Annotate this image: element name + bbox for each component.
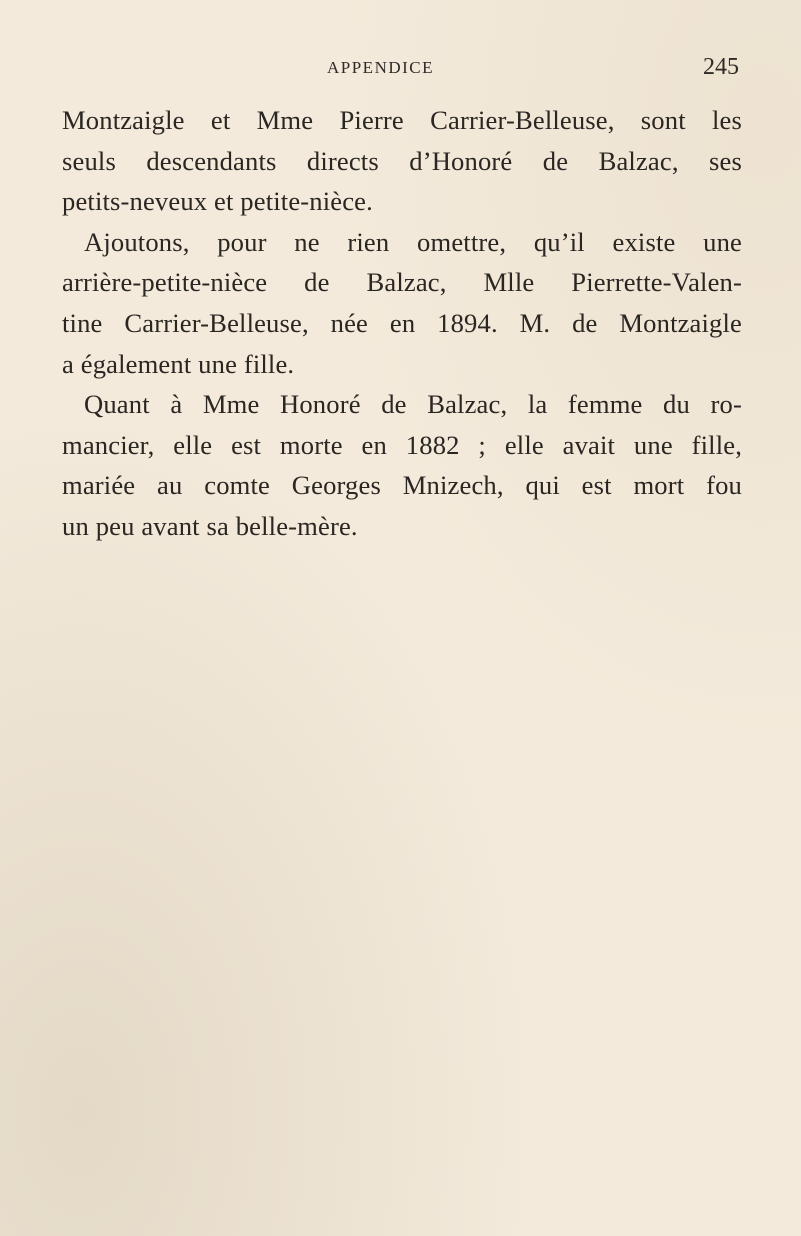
body-text — [62, 100, 742, 547]
text-line: Ajoutons, pour ne rien omettre, qu’il existe une — [84, 226, 742, 257]
text-line: un peu avant sa belle-mère. — [62, 510, 358, 541]
text-line: a également une fille. — [62, 348, 295, 379]
running-head-title: APPENDICE — [327, 58, 435, 77]
text-line: mancier, elle est morte en 1882 ; elle avait une fille, — [62, 429, 742, 460]
text-line: seuls descendants directs d’Honoré de Balzac, ses — [62, 145, 742, 176]
text-line: Quant à Mme Honoré de Balzac, la femme du ro- — [84, 389, 742, 420]
text-line: petits-neveux et petite-nièce. — [62, 186, 373, 217]
text-line: mariée au comte Georges Mnizech, qui est mort fou — [62, 470, 742, 501]
text-line: tine Carrier-Belleuse, née en 1894. M. de Montzaigle — [62, 307, 742, 338]
running-head — [0, 54, 801, 86]
text-line: arrière-petite-nièce de Balzac, Mlle Pierrette-Valen- — [62, 267, 742, 298]
page-number: 245 — [703, 54, 739, 80]
text-line: Montzaigle et Mme Pierre Carrier-Belleuse, sont les — [62, 105, 742, 135]
